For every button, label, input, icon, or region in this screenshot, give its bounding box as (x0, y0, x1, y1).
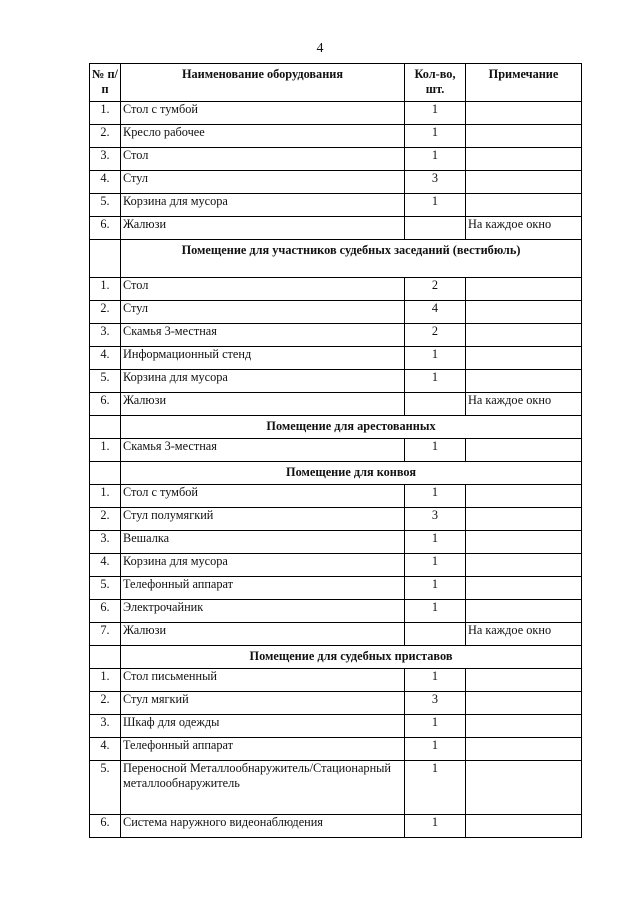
table-row (90, 278, 582, 301)
section-title: Помещение для участников судебных заседаний (вестибюль) (121, 240, 582, 278)
table-row (90, 531, 582, 554)
section-num-cell (90, 240, 121, 278)
section-title: Помещение для судебных приставов (121, 646, 582, 669)
item-quantity (405, 217, 466, 240)
item-name: Переносной Металлообнаружитель/Стационарный металлообнаружитель (121, 761, 405, 815)
item-note (466, 715, 582, 738)
table-row (90, 761, 582, 815)
row-number: 3. (90, 531, 121, 554)
item-name: Скамья 3-местная (121, 439, 405, 462)
item-name: Информационный стенд (121, 347, 405, 370)
item-note (466, 324, 582, 347)
row-number: 5. (90, 761, 121, 815)
item-name: Стул мягкий (121, 692, 405, 715)
item-name: Стул полумягкий (121, 508, 405, 531)
section-header-row (90, 416, 582, 439)
row-number: 2. (90, 508, 121, 531)
row-number: 6. (90, 815, 121, 838)
item-name: Стол с тумбой (121, 485, 405, 508)
item-name: Кресло рабочее (121, 125, 405, 148)
item-note (466, 815, 582, 838)
item-note (466, 761, 582, 815)
item-name: Корзина для мусора (121, 194, 405, 217)
row-number: 1. (90, 278, 121, 301)
section-num-cell (90, 462, 121, 485)
item-quantity: 1 (405, 148, 466, 171)
header-qty: Кол-во, шт. (405, 64, 466, 102)
table-row (90, 815, 582, 838)
item-quantity: 3 (405, 171, 466, 194)
item-note (466, 600, 582, 623)
section-num-cell (90, 646, 121, 669)
item-note: На каждое окно (466, 217, 582, 240)
row-number: 5. (90, 577, 121, 600)
row-number: 4. (90, 347, 121, 370)
item-name: Стол (121, 278, 405, 301)
section-header-row (90, 462, 582, 485)
item-name: Телефонный аппарат (121, 577, 405, 600)
item-quantity: 1 (405, 577, 466, 600)
item-note (466, 148, 582, 171)
table-row (90, 194, 582, 217)
table-row (90, 669, 582, 692)
item-note (466, 439, 582, 462)
item-quantity: 1 (405, 439, 466, 462)
item-name: Корзина для мусора (121, 554, 405, 577)
header-num: № п/п (90, 64, 121, 102)
section-header-row (90, 646, 582, 669)
row-number: 4. (90, 554, 121, 577)
item-note (466, 531, 582, 554)
row-number: 4. (90, 738, 121, 761)
equipment-table (89, 63, 582, 838)
item-note (466, 692, 582, 715)
item-quantity: 3 (405, 692, 466, 715)
item-name: Жалюзи (121, 217, 405, 240)
item-name: Стул (121, 301, 405, 324)
item-quantity: 1 (405, 761, 466, 815)
row-number: 6. (90, 600, 121, 623)
item-note (466, 485, 582, 508)
table-row (90, 347, 582, 370)
item-name: Телефонный аппарат (121, 738, 405, 761)
table-row (90, 508, 582, 531)
item-note (466, 370, 582, 393)
item-quantity (405, 623, 466, 646)
table-row (90, 370, 582, 393)
item-note (466, 577, 582, 600)
item-quantity (405, 393, 466, 416)
item-quantity: 1 (405, 531, 466, 554)
row-number: 1. (90, 102, 121, 125)
row-number: 2. (90, 301, 121, 324)
table-row (90, 125, 582, 148)
item-note: На каждое окно (466, 393, 582, 416)
table-row (90, 738, 582, 761)
item-note (466, 278, 582, 301)
row-number: 6. (90, 393, 121, 416)
table-row (90, 324, 582, 347)
table-row (90, 577, 582, 600)
row-number: 1. (90, 669, 121, 692)
table-row (90, 301, 582, 324)
table-row (90, 623, 582, 646)
item-quantity: 3 (405, 508, 466, 531)
table-row (90, 217, 582, 240)
item-note (466, 554, 582, 577)
item-name: Корзина для мусора (121, 370, 405, 393)
item-note (466, 102, 582, 125)
item-name: Стол (121, 148, 405, 171)
row-number: 2. (90, 125, 121, 148)
item-quantity: 1 (405, 125, 466, 148)
item-note: На каждое окно (466, 623, 582, 646)
row-number: 5. (90, 370, 121, 393)
section-num-cell (90, 416, 121, 439)
section-header-row (90, 240, 582, 278)
item-quantity: 2 (405, 278, 466, 301)
page-number: 4 (316, 41, 324, 56)
row-number: 3. (90, 715, 121, 738)
header-name: Наименование оборудования (121, 64, 405, 102)
row-number: 3. (90, 148, 121, 171)
item-name: Электрочайник (121, 600, 405, 623)
table-row (90, 439, 582, 462)
item-name: Система наружного видеонаблюдения (121, 815, 405, 838)
item-quantity: 1 (405, 347, 466, 370)
item-name: Жалюзи (121, 623, 405, 646)
item-quantity: 1 (405, 194, 466, 217)
item-name: Скамья 3-местная (121, 324, 405, 347)
item-note (466, 669, 582, 692)
item-name: Стул (121, 171, 405, 194)
table-row (90, 692, 582, 715)
item-note (466, 347, 582, 370)
item-name: Жалюзи (121, 393, 405, 416)
item-name: Шкаф для одежды (121, 715, 405, 738)
header-note: Примечание (466, 64, 582, 102)
table-row (90, 715, 582, 738)
item-note (466, 171, 582, 194)
item-note (466, 738, 582, 761)
table-row (90, 554, 582, 577)
table-row (90, 148, 582, 171)
section-title: Помещение для конвоя (121, 462, 582, 485)
table-body (90, 102, 582, 838)
item-quantity: 1 (405, 669, 466, 692)
item-quantity: 1 (405, 715, 466, 738)
item-name: Стол письменный (121, 669, 405, 692)
row-number: 6. (90, 217, 121, 240)
row-number: 1. (90, 439, 121, 462)
item-note (466, 508, 582, 531)
item-name: Вешалка (121, 531, 405, 554)
item-note (466, 125, 582, 148)
item-quantity: 2 (405, 324, 466, 347)
row-number: 2. (90, 692, 121, 715)
item-quantity: 1 (405, 370, 466, 393)
item-quantity: 1 (405, 485, 466, 508)
table-row (90, 485, 582, 508)
item-quantity: 1 (405, 600, 466, 623)
item-quantity: 1 (405, 102, 466, 125)
table-header-row (90, 64, 582, 102)
item-quantity: 1 (405, 738, 466, 761)
table-row (90, 600, 582, 623)
item-quantity: 4 (405, 301, 466, 324)
row-number: 4. (90, 171, 121, 194)
row-number: 7. (90, 623, 121, 646)
item-name: Стол с тумбой (121, 102, 405, 125)
row-number: 1. (90, 485, 121, 508)
row-number: 5. (90, 194, 121, 217)
table-row (90, 102, 582, 125)
item-note (466, 301, 582, 324)
table-row (90, 393, 582, 416)
item-note (466, 194, 582, 217)
item-quantity: 1 (405, 815, 466, 838)
item-quantity: 1 (405, 554, 466, 577)
table-row (90, 171, 582, 194)
section-title: Помещение для арестованных (121, 416, 582, 439)
row-number: 3. (90, 324, 121, 347)
